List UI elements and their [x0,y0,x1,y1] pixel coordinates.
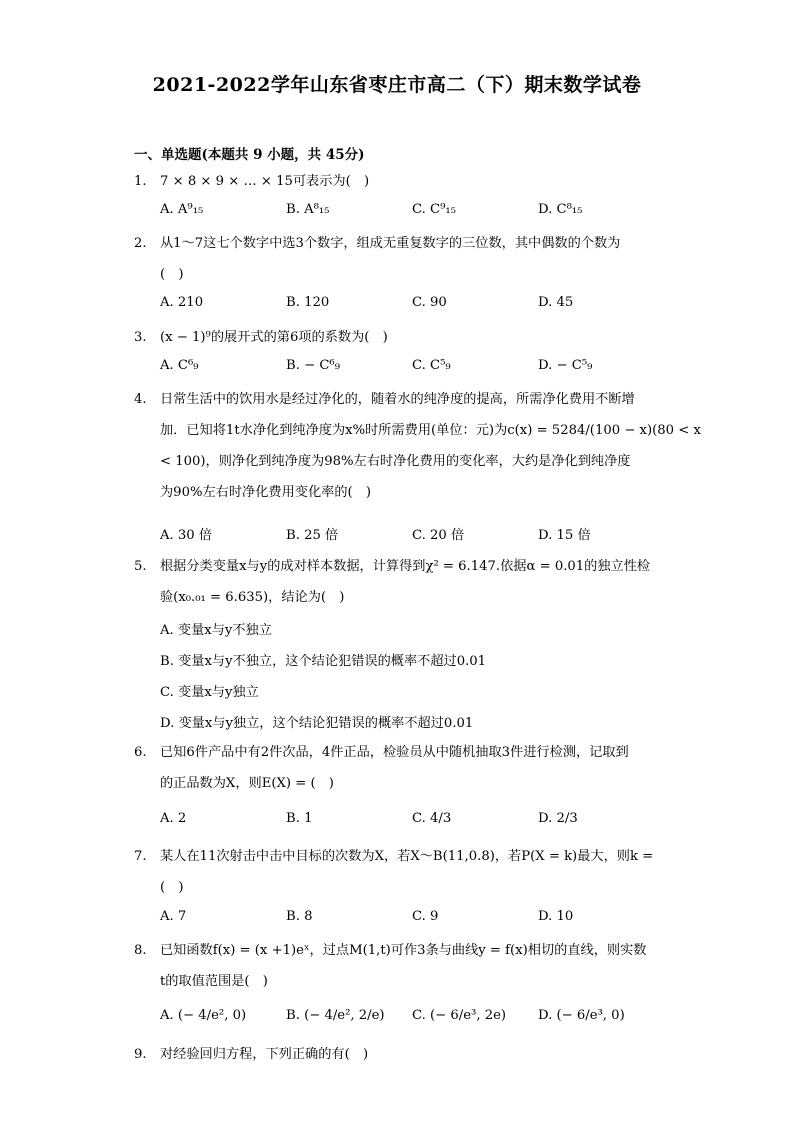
option-c: C. 变量x与y独立 [160,685,259,700]
question-number: 6. [134,745,147,760]
question-text: 从1～7这七个数字中选3个数字，组成无重复数字的三位数，其中偶数的个数为 [160,236,621,251]
option-c: C. 9 [412,909,439,924]
question-text: ( ) [160,880,184,895]
question-7 [134,841,669,903]
option-b: B. 25 倍 [286,528,339,543]
option-a: A. A⁹₁₅ [160,202,204,217]
options-2 [160,295,660,317]
question-text: 已知函数f(x) = (x +1)eˣ，过点M(1,t)可作3条与曲线y = f(x)相切的直线，则实数 [160,943,647,958]
page-title: 2021-2022学年山东省枣庄市高二（下）期末数学试卷 [152,74,642,96]
question-text: 对经验回归方程，下列正确的有( ) [160,1047,369,1062]
option-c: C. 20 倍 [412,528,465,543]
question-text: 日常生活中的饮用水是经过净化的，随着水的纯净度的提高，所需净化费用不断增 [160,392,635,407]
option-a: A. C⁶₉ [160,358,199,373]
option-b: B. (− 4/e², 2/e) [286,1008,385,1023]
option-b: B. 变量x与y不独立，这个结论犯错误的概率不超过0.01 [160,654,487,669]
question-4 [134,384,701,508]
option-c: C. C⁹₁₅ [412,202,456,217]
option-d: D. 10 [538,909,574,924]
option-b: B. 1 [286,811,313,826]
question-8 [134,935,669,997]
option-d: D. (− 6/e³, 0) [538,1008,625,1023]
question-2 [134,228,669,290]
question-number: 5. [134,559,147,574]
section-heading: 一、单选题(本题共 9 小题，共 45分) [134,147,365,163]
options-7 [160,909,660,931]
question-1 [134,166,669,197]
question-text: 为90%左右时净化费用变化率的( ) [160,485,372,500]
question-9 [134,1039,669,1070]
option-d: D. 变量x与y独立，这个结论犯错误的概率不超过0.01 [160,716,474,731]
question-number: 9. [134,1047,147,1062]
option-a: A. 7 [160,909,187,924]
option-b: B. 8 [286,909,313,924]
option-b: B. − C⁶₉ [286,358,340,373]
option-a: A. 变量x与y不独立 [160,623,272,638]
option-d: D. − C⁵₉ [538,358,593,373]
option-c: C. (− 6/e³, 2e) [412,1008,507,1023]
question-number: 8. [134,943,147,958]
options-1 [160,202,660,224]
question-text: 验(x₀.₀₁ = 6.635)，结论为( ) [160,590,345,605]
options-3 [160,358,660,380]
question-text: t的取值范围是( ) [160,974,268,989]
question-text: 的正品数为X，则E(X) = ( ) [160,776,334,791]
question-text: 加．已知将1t水净化到纯净度为x%时所需费用(单位：元)为c(x) = 5284/(100 − x)(80 < x [160,423,701,438]
option-c: C. 4/3 [412,811,452,826]
question-text: 7 × 8 × 9 × … × 15可表示为( ) [160,174,370,189]
option-a: A. (− 4/e², 0) [160,1008,247,1023]
option-b: B. A⁸₁₅ [286,202,330,217]
option-c: C. C⁵₉ [412,358,451,373]
question-text: ( ) [160,267,184,282]
option-c: C. 90 [412,295,447,310]
question-6 [134,737,669,799]
option-d: D. 2/3 [538,811,578,826]
question-number: 7. [134,849,147,864]
options-6 [160,811,660,833]
question-number: 1. [134,174,147,189]
question-text: (x − 1)⁹的展开式的第6项的系数为( ) [160,330,388,345]
option-a: A. 210 [160,295,204,310]
option-d: D. C⁸₁₅ [538,202,583,217]
question-text: < 100)，则净化到纯净度为98%左右时净化费用的变化率，大约是净化到纯净度 [160,454,631,469]
question-text: 根据分类变量x与y的成对样本数据，计算得到χ² = 6.147.依据α = 0.01的独立性检 [160,559,651,574]
question-number: 4. [134,392,147,407]
option-d: D. 15 倍 [538,528,591,543]
option-d: D. 45 [538,295,574,310]
question-text: 已知6件产品中有2件次品，4件正品，检验员从中随机抽取3件进行检测，记取到 [160,745,629,760]
options-4 [160,524,660,546]
question-number: 3. [134,330,147,345]
question-5 [134,551,669,613]
question-number: 2. [134,236,147,251]
option-b: B. 120 [286,295,330,310]
options-8 [160,1008,660,1030]
option-a: A. 30 倍 [160,528,213,543]
question-text: 某人在11次射击中击中目标的次数为X，若X～B(11,0.8)，若P(X = k)最大，则k = [160,849,654,864]
question-3 [134,322,669,353]
option-a: A. 2 [160,811,187,826]
